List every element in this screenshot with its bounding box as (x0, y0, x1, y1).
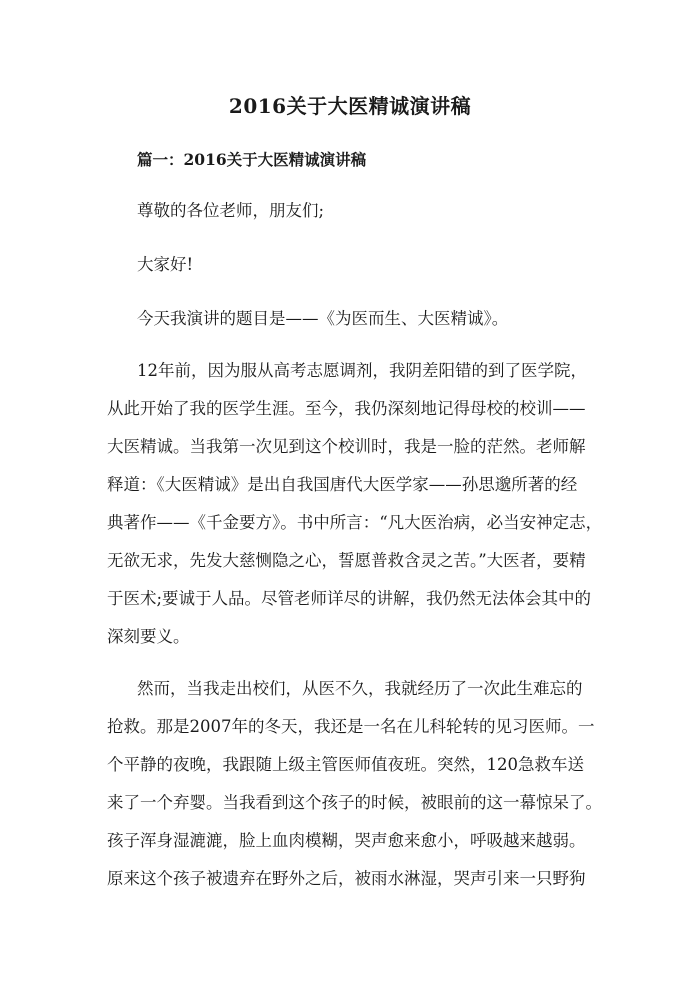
paragraph-line: 释道：《大医精诚》是出自我国唐代大医学家——孙思邈所著的经 (107, 475, 578, 494)
section-heading: 篇一：2016关于大医精诚演讲稿 (137, 150, 367, 169)
paragraph-line: 典著作——《千金要方》。书中所言：“凡大医治病，必当安神定志， (107, 513, 603, 532)
paragraph-line: 抢救。那是2007年的冬天，我还是一名在儿科轮转的见习医师。一 (107, 717, 595, 736)
topic-line: 今天我演讲的题目是——《为医而生、大医精诚》。 (137, 309, 509, 328)
paragraph-line: 深刻要义。 (107, 627, 190, 646)
paragraph-line: 然而，当我走出校们，从医不久，我就经历了一次此生难忘的 (137, 679, 583, 698)
paragraph-line: 原来这个孩子被遗弃在野外之后，被雨水淋湿，哭声引来一只野狗 (107, 869, 586, 888)
paragraph-line: 无欲无求，先发大慈恻隐之心，誓愿普救含灵之苦。”大医者，要精 (107, 551, 586, 570)
paragraph-line: 从此开始了我的医学生涯。至今，我仍深刻地记得母校的校训—— (107, 399, 586, 418)
hello-line: 大家好! (137, 255, 194, 274)
greeting-line: 尊敬的各位老师，朋友们; (137, 201, 325, 220)
paragraph-line: 12年前，因为服从高考志愿调剂，我阴差阳错的到了医学院， (137, 361, 587, 380)
paragraph-line: 于医术;要诚于人品。尽管老师详尽的讲解，我仍然无法体会其中的 (107, 589, 592, 608)
document-title: 2016关于大医精诚演讲稿 (228, 94, 472, 118)
paragraph-line: 大医精诚。当我第一次见到这个校训时，我是一脸的茫然。老师解 (107, 437, 586, 456)
paragraph-line: 来了一个弃婴。当我看到这个孩子的时候，被眼前的这一幕惊呆了。 (107, 793, 602, 812)
paragraph-line: 个平静的夜晚，我跟随上级主管医师值夜班。突然，120急救车送 (107, 755, 584, 774)
paragraph-line: 孩子浑身湿漉漉，脸上血肉模糊，哭声愈来愈小，呼吸越来越弱。 (107, 831, 586, 850)
